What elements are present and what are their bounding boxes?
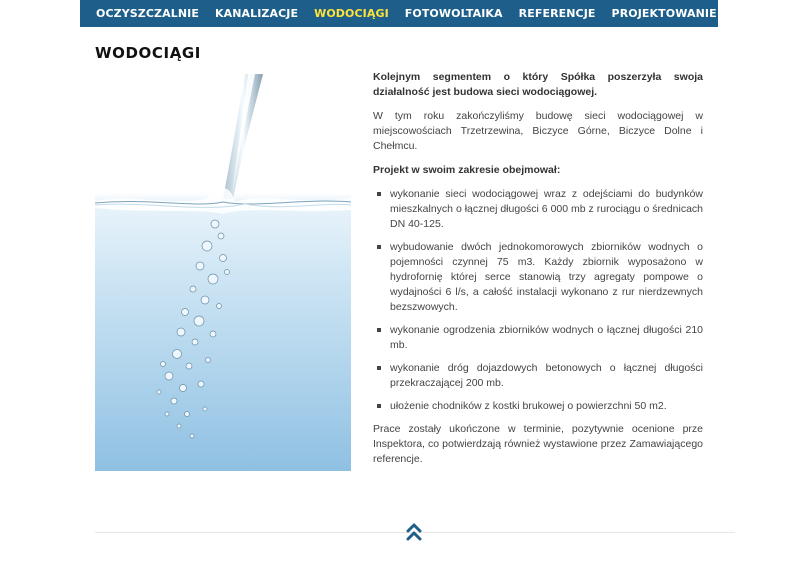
nav-item-kanalizacje[interactable]: KANALIZACJE	[214, 7, 299, 20]
list-item	[373, 240, 703, 315]
bullet-icon	[377, 245, 381, 249]
list-item-text: wykonanie sieci wodociągowej wraz z odejściami do budynków mieszkalnych o łącznej długości 6 000 mb z rurociągu o średnicach DN 40-125.	[390, 188, 703, 230]
intro-paragraph: Kolejnym segmentem o który Spółka poszerzyła swoja działalność jest budowa sieci wodociągowej.	[373, 71, 703, 98]
main-navigation	[80, 0, 792, 27]
bullet-icon	[377, 328, 381, 332]
nav-item-projektowanie[interactable]: PROJEKTOWANIE	[611, 7, 717, 20]
locations-paragraph: W tym roku zakończyliśmy budowę sieci wodociągowej w miejscowościach Trzetrzewina, Biczyce Górne, Biczyce Dolne i Chełmcu.	[373, 110, 703, 152]
list-item	[373, 187, 703, 232]
scope-list	[373, 187, 703, 414]
nav-item-kontakt[interactable]: KONTAKT	[732, 7, 792, 20]
scroll-to-top-button[interactable]	[404, 522, 424, 542]
list-item	[373, 361, 703, 391]
nav-item-referencje[interactable]: REFERENCJE	[518, 7, 596, 20]
nav-item-wodociagi[interactable]: WODOCIĄGI	[314, 7, 389, 20]
nav-item-fotowoltaika[interactable]: FOTOWOLTAIKA	[404, 7, 503, 20]
list-item-text: ułożenie chodników z kostki brukowej o powierzchni 50 m2.	[390, 400, 667, 412]
list-item-text: wykonanie dróg dojazdowych betonowych o łącznej długości przekraczającej 200 mb.	[390, 362, 703, 389]
bullet-icon	[377, 404, 381, 408]
list-item	[373, 323, 703, 353]
list-item-text: wykonanie ogrodzenia zbiorników wodnych o łącznej długości 210 mb.	[390, 324, 703, 351]
double-chevron-up-icon	[404, 522, 424, 542]
scope-heading: Projekt w swoim zakresie obejmował:	[373, 164, 561, 176]
page-title: WODOCIĄGI	[95, 44, 201, 62]
list-item-text: wybudowanie dwóch jednokomorowych zbiorników wodnych o pojemności czynnej 75 m3. Każdy zbiornik wyposażono w hydrofornię której serce stanowią trzy agregaty pompowe o wydajności 6 l/s, a całość instalacji wykonano z rur nierdzewnych bezszwowych.	[390, 241, 703, 313]
closing-paragraph: Prace zostały ukończone w terminie, pozytywnie ocenione prze Inspektora, co potwierdzają również wystawione przez Zamawiającego referencje.	[373, 423, 703, 465]
article-content	[373, 70, 703, 476]
list-item	[373, 399, 703, 414]
water-splash-image	[95, 74, 351, 471]
bullet-icon	[377, 192, 381, 196]
nav-item-oczyszczalnie[interactable]: OCZYSZCZALNIE	[96, 7, 199, 20]
bullet-icon	[377, 366, 381, 370]
